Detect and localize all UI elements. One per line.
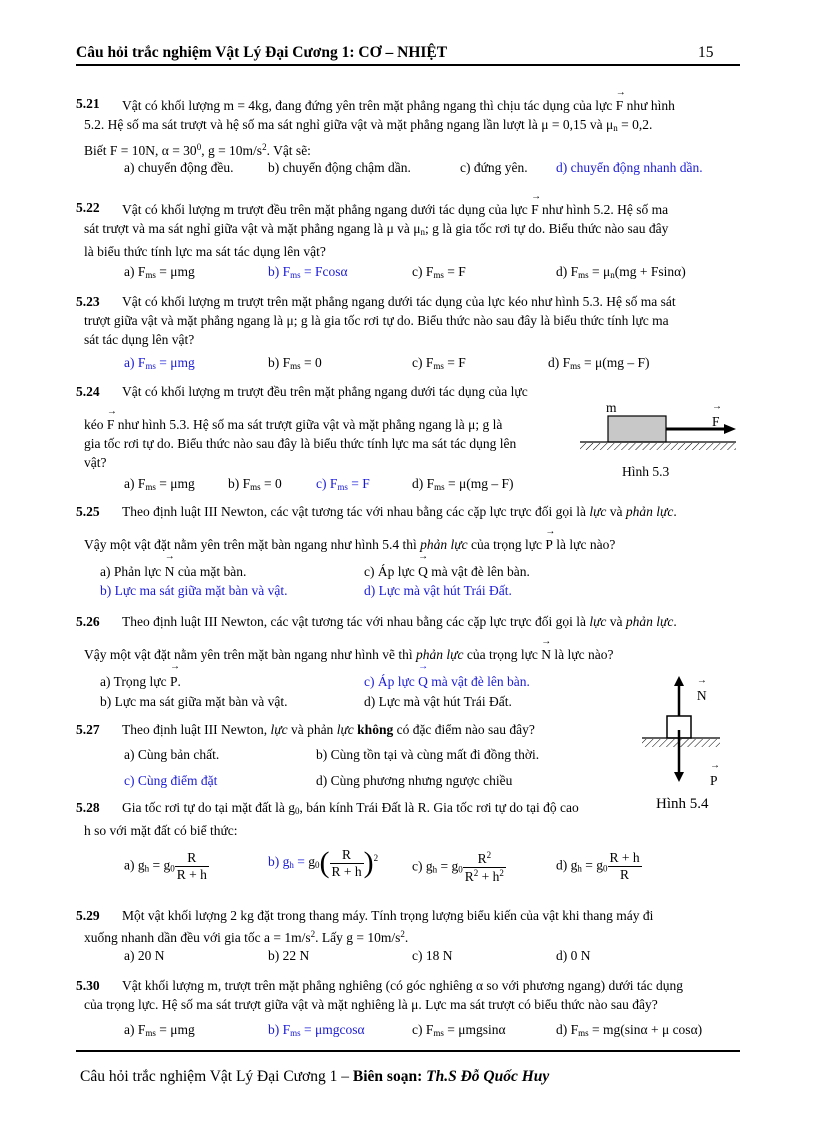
option-c-correct[interactable]: c) $F_{ms} = F$ [316,476,370,492]
option-d-correct[interactable]: d) Lực mà vật hút Trái Đất. [364,583,512,598]
option-a[interactable]: a) Trọng lực → P. [100,672,181,690]
figure-caption-5-3: Hình 5.3 [622,464,670,479]
header-rule [76,64,740,66]
vector-P: → P [545,533,553,554]
question-number: 5.24 [76,384,100,399]
question-number: 5.21 [76,96,100,111]
page-number: 15 [698,44,714,61]
question-5-25: 5.25 Theo định luật III Newton, các vật tương tác với nhau bằng các cặp lực trực đối gọi là lực và phản lực. Vậy một vật đặt nằm yên trên mặt bàn ngang như hình 5.4 thì phản lực của trọng lực → P là lực nào? [76,502,740,554]
option-b[interactable]: b) Lực ma sát giữa mặt bàn và vật. [100,583,288,598]
option-d-correct[interactable]: d) chuyển động nhanh dần. [556,160,703,175]
figure-caption-5-4: Hình 5.4 [656,796,709,812]
option-a[interactable]: a) Cùng bản chất. [124,747,220,762]
question-5-26: 5.26 Theo định luật III Newton, các vật tương tác với nhau bằng các cặp lực trực đối gọi là lực và phản lực. Vậy một vật đặt nằm yên trên mặt bàn ngang như hình vẽ thì phản lực của trọng lực → N là lực nào? [76,612,740,664]
question-number: 5.22 [76,200,100,215]
question-number: 5.23 [76,294,100,309]
option-a-correct[interactable]: a) $F_{ms} = \mu mg$ [124,355,195,371]
question-number: 5.25 [76,504,100,519]
option-b[interactable]: b) Lực ma sát giữa mặt bàn và vật. [100,694,288,709]
option-a[interactable]: a) $g_h = g_0$ $\frac{R}{R + h}$ [124,850,207,882]
option-c-correct[interactable]: c) Cùng điểm đặt [124,773,218,788]
figure-label-N: → N [697,686,707,704]
option-d[interactable]: d) $g_h = g_0$ $\frac{R + h}{R}$ [556,850,640,882]
option-a[interactable]: a) $F_{ms} = \mu mg$ [124,264,195,280]
option-b[interactable]: b) $F_{ms} = 0$ [228,476,282,492]
option-a[interactable]: a) $F_{ms} = \mu mg$ [124,476,195,492]
figure-label-P: → P [710,771,718,789]
option-c-correct[interactable]: c) Áp lực → Q mà vật đè lên bàn. [364,672,530,690]
force-vector-F: → F [616,94,624,115]
option-a[interactable]: a) Phản lực → N của mặt bàn. [100,562,246,580]
option-d[interactable]: d) $F_{ms} = \mu_n(mg + Fsin\alpha)$ [556,264,686,280]
question-number: 5.30 [76,978,100,993]
option-a[interactable]: a) chuyển động đều. [124,160,234,175]
question-5-28: 5.28 Gia tốc rơi tự do tại mặt đất là $g_0$, bán kính Trái Đất là R. Gia tốc rơi tự do tại độ cao h so với mặt đất có biể thức: [76,800,579,838]
question-number: 5.26 [76,614,100,629]
option-d[interactable]: d) $F_{ms} = \mu(mg - F)$ [548,355,650,371]
question-5-30: 5.30 Vật khối lượng m, trượt trên mặt phẳng nghiêng (có góc nghiêng α so với phương ngang) dưới tác dụng của trọng lực. Hệ số ma sát trượt giữa vật và mặt nghiêng là μ. Lực ma sát trượt có biểu thức nào sau đây? [76,978,683,1012]
question-5-21: 5.21 Vật có khối lượng m = 4kg, đang đứng yên trên mặt phẳng ngang thì chịu tác dụng của lực → F như hình 5.2. Hệ số ma sát trượt và hệ số ma sát nghỉ giữa vật và mặt phẳng ngang lần lượt là μ = 0,15 và $\mu_n = 0,2$. Biết F = 10N, $\alpha = 30^0$, $g = 10m/s^2$. Vật sẽ: [76,94,740,160]
question-number: 5.27 [76,722,100,737]
question-5-23: 5.23 Vật có khối lượng m trượt trên mặt phẳng ngang dưới tác dụng của lực kéo như hình 5.3. Hệ số ma sát trượt giữa vật và mặt phẳng ngang là μ; g là gia tốc rơi tự do. Biểu thức nào sau đây là biểu thức tính lực ma sát tác dụng lên vật? [76,294,676,347]
force-vector-F: → F [531,198,539,219]
block-m [608,416,666,442]
footer-rule [76,1050,740,1052]
option-c[interactable]: c) $F_{ms} = F$ [412,264,466,280]
figure-label-m: m [606,400,617,415]
page-header-title: Câu hỏi trắc nghiệm Vật Lý Đại Cương 1: CƠ – NHIỆT [76,44,448,61]
option-b-correct[interactable]: b) $F_{ms} = \mu mgcos\alpha$ [268,1022,365,1038]
option-b[interactable]: b) chuyển động chậm dần. [268,160,411,175]
question-5-29: 5.29 Một vật khối lượng 2 kg đặt trong thang máy. Tính trọng lượng biểu kiến của vật khi thang máy đi xuống nhanh dần đều với gia tốc $a = 1m/s^2$. Lấy $g = 10m/s^2$. [76,908,654,945]
option-d[interactable]: d) Cùng phương nhưng ngược chiều [316,773,513,788]
option-a[interactable]: a) $F_{ms} = \mu mg$ [124,1022,195,1038]
option-c[interactable]: c) đứng yên. [460,160,528,175]
option-b[interactable]: b) Cùng tồn tại và cùng mất đi đồng thời. [316,747,540,762]
force-vector-F: → F [107,413,115,434]
question-5-22: 5.22 Vật có khối lượng m trượt đều trên mặt phẳng ngang dưới tác dụng của lực → F như hình 5.2. Hệ số ma sát trượt và ma sát nghỉ giữa vật và mặt phẳng ngang là μ và $\mu_n$; g là gia tốc rơi tự do. Biểu thức nào sau đây là biểu thức tính lực ma sát tác dụng lên vật? [76,198,740,261]
page-footer: Câu hỏi trắc nghiệm Vật Lý Đại Cương 1 – Biên soạn: Th.S Đỗ Quốc Huy [80,1068,550,1085]
option-c[interactable]: c) $F_{ms} = F$ [412,355,466,371]
option-a[interactable]: a) 20 N [124,948,165,963]
option-b-correct[interactable]: b) $F_{ms} = Fcos\alpha$ [268,264,348,280]
option-c[interactable]: c) $F_{ms} = \mu mgsin\alpha$ [412,1022,506,1038]
figure-label-F: → F [712,412,720,430]
force-arrowhead [724,424,736,434]
floor-hatch [580,443,736,450]
option-b[interactable]: b) $F_{ms} = 0$ [268,355,322,371]
option-c[interactable]: c) Áp lực → Q mà vật đè lên bàn. [364,562,530,580]
option-c[interactable]: c) 18 N [412,948,453,963]
question-5-24: 5.24 Vật có khối lượng m trượt đều trên mặt phẳng ngang dưới tác dụng của lực kéo → F như hình 5.3. Hệ số ma sát trượt giữa vật và mặt phẳng ngang là μ; g là gia tốc rơi tự do. Biểu thức nào sau đây là biểu thức tính lực ma sát tác dụng lên vật? [76,382,576,472]
question-number: 5.29 [76,908,100,923]
option-d[interactable]: d) $F_{ms} = mg(\sin\alpha + \mu$ cosα) [556,1022,703,1038]
vector-N: → N [541,643,551,664]
option-c[interactable]: c) $g_h = g_0$ $\frac{R^2}{R^2 + h^2}$ [412,850,504,884]
option-d[interactable]: d) $F_{ms} = \mu(mg - F)$ [412,476,514,492]
option-b[interactable]: b) $g_h = g_0$( $\frac{R}{R + h}$ )$^2$ [268,846,379,879]
option-b[interactable]: b) 22 N [268,948,310,963]
option-d[interactable]: d) Lực mà vật hút Trái Đất. [364,694,512,709]
question-5-27: 5.27 Theo định luật III Newton, lực và phản lực không có đặc điểm nào sau đây? [76,722,535,737]
question-number: 5.28 [76,800,100,815]
option-d[interactable]: d) 0 N [556,948,591,963]
